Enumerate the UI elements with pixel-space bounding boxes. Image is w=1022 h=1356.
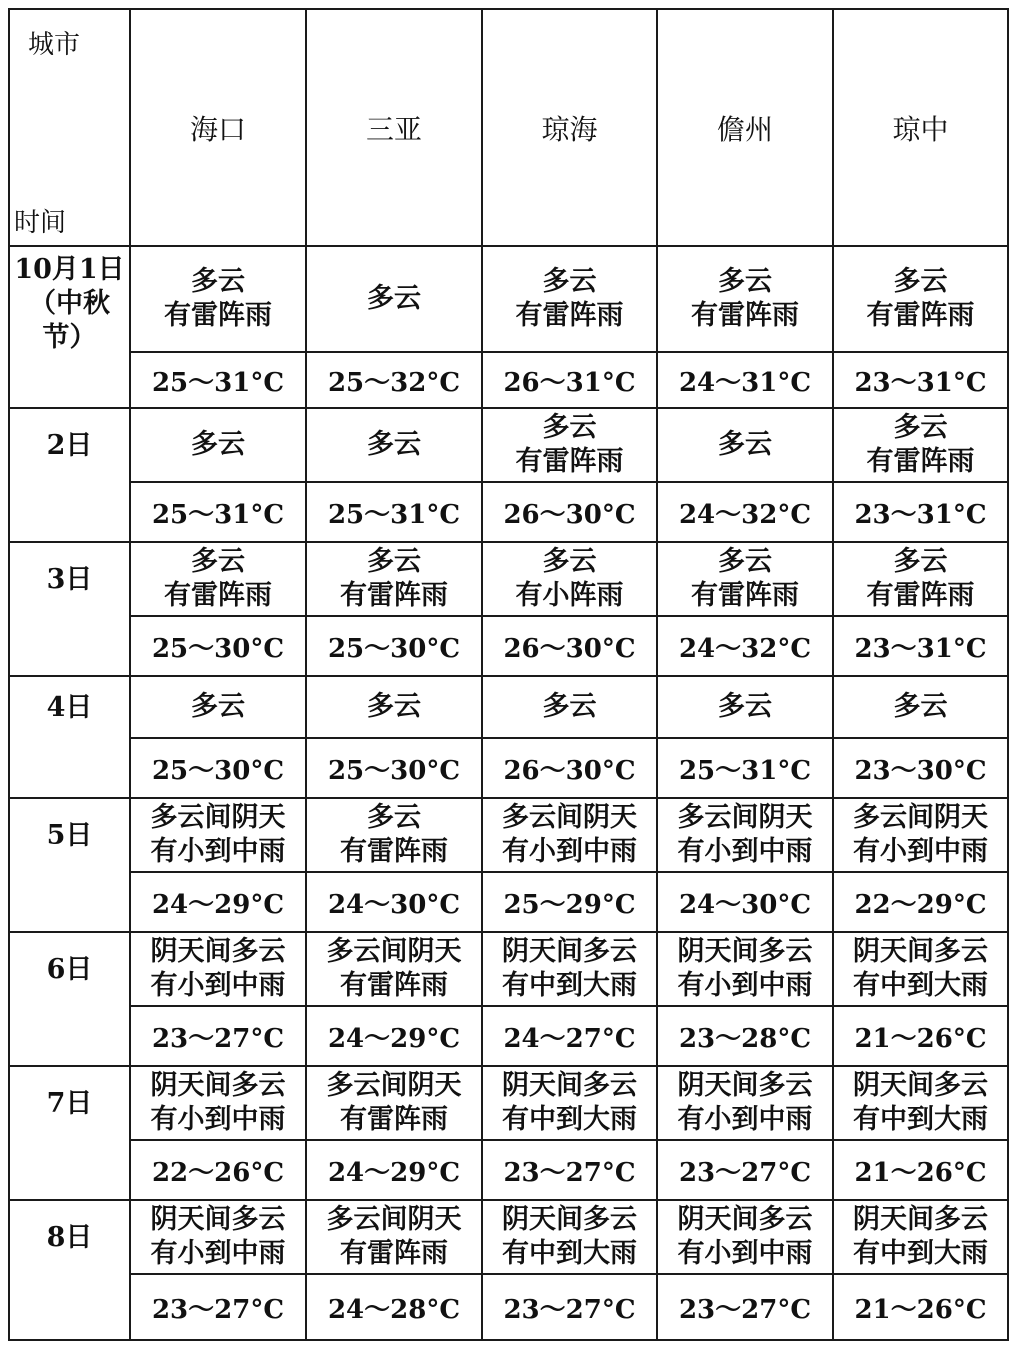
temperature-cell: 25～31°C bbox=[657, 738, 833, 798]
city-header-danzhou: 儋州 bbox=[657, 9, 833, 246]
date-cell bbox=[9, 676, 130, 798]
date-cell bbox=[9, 932, 130, 1066]
temperature-row bbox=[9, 738, 1008, 798]
temperature-cell: 26～30°C bbox=[482, 616, 657, 676]
weather-text: 多云 bbox=[718, 546, 772, 577]
weather-cell bbox=[130, 1200, 306, 1274]
temperature-cell: 26～30°C bbox=[482, 482, 657, 542]
date-cell bbox=[9, 246, 130, 408]
temperature-cell: 23～27°C bbox=[482, 1274, 657, 1340]
temperature-row bbox=[9, 482, 1008, 542]
weather-text: 阴天间多云 bbox=[853, 1204, 988, 1235]
weather-text: 有小到中雨 bbox=[677, 1238, 813, 1269]
city-header-qionghai: 琼海 bbox=[482, 9, 657, 246]
date-label: 4日 bbox=[46, 692, 93, 723]
temperature-cell: 26～31°C bbox=[482, 352, 657, 408]
weather-text: 有小到中雨 bbox=[150, 1238, 286, 1269]
weather-text: 有中到大雨 bbox=[502, 970, 637, 1001]
weather-text: 有雷阵雨 bbox=[515, 300, 624, 331]
weather-cell bbox=[482, 246, 657, 352]
weather-row bbox=[9, 408, 1008, 482]
weather-text: 阴天间多云 bbox=[853, 1070, 988, 1101]
weather-text: 有雷阵雨 bbox=[164, 580, 272, 611]
weather-row bbox=[9, 1200, 1008, 1274]
temperature-cell: 24～29°C bbox=[130, 872, 306, 932]
weather-text: 多云 bbox=[367, 691, 421, 722]
weather-text: 阴天间多云 bbox=[150, 936, 286, 967]
weather-cell bbox=[657, 542, 833, 616]
weather-cell bbox=[130, 542, 306, 616]
date-cell bbox=[9, 1066, 130, 1200]
weather-cell bbox=[657, 676, 833, 738]
temperature-cell: 23～30°C bbox=[833, 738, 1008, 798]
weather-text: 多云 bbox=[367, 429, 421, 460]
weather-cell bbox=[306, 798, 482, 872]
temperature-cell: 24～27°C bbox=[482, 1006, 657, 1066]
weather-cell bbox=[833, 246, 1008, 352]
temperature-cell: 25～29°C bbox=[482, 872, 657, 932]
temperature-cell: 24～32°C bbox=[657, 616, 833, 676]
weather-text: 有雷阵雨 bbox=[340, 970, 448, 1001]
temperature-cell: 24～30°C bbox=[306, 872, 482, 932]
weather-text: 有中到大雨 bbox=[502, 1238, 637, 1269]
temperature-cell: 25～32°C bbox=[306, 352, 482, 408]
weather-text: 多云间阴天 bbox=[853, 802, 988, 833]
weather-text: 多云 bbox=[191, 546, 245, 577]
weather-text: 有小到中雨 bbox=[677, 1104, 813, 1135]
weather-text: 阴天间多云 bbox=[853, 936, 988, 967]
temperature-cell: 21～26°C bbox=[833, 1274, 1008, 1340]
temperature-cell: 22～29°C bbox=[833, 872, 1008, 932]
weather-text: 有中到大雨 bbox=[853, 970, 988, 1001]
corner-city-label: 城市 bbox=[28, 30, 81, 60]
weather-text: 多云 bbox=[893, 412, 948, 443]
temperature-row bbox=[9, 1006, 1008, 1066]
weather-text: 有小到中雨 bbox=[150, 1104, 286, 1135]
temperature-row bbox=[9, 352, 1008, 408]
temperature-cell: 23～27°C bbox=[657, 1140, 833, 1200]
weather-cell bbox=[833, 542, 1008, 616]
temperature-cell: 21～26°C bbox=[833, 1140, 1008, 1200]
temperature-cell: 25～30°C bbox=[130, 738, 306, 798]
weather-text: 多云 bbox=[542, 691, 597, 722]
weather-row bbox=[9, 798, 1008, 872]
weather-text: 有雷阵雨 bbox=[340, 1238, 448, 1269]
weather-text: 阴天间多云 bbox=[502, 1070, 637, 1101]
weather-text: 多云 bbox=[893, 691, 948, 722]
date-cell bbox=[9, 408, 130, 542]
weather-text: 多云 bbox=[542, 546, 597, 577]
weather-text: 有雷阵雨 bbox=[340, 836, 448, 867]
weather-text: 多云间阴天 bbox=[326, 1204, 462, 1235]
table-body bbox=[9, 9, 1008, 1340]
temperature-cell: 25～31°C bbox=[306, 482, 482, 542]
weather-cell bbox=[833, 676, 1008, 738]
weather-text: 阴天间多云 bbox=[677, 1070, 813, 1101]
weather-cell bbox=[306, 246, 482, 352]
weather-text: 阴天间多云 bbox=[677, 1204, 813, 1235]
weather-text: 有雷阵雨 bbox=[340, 580, 448, 611]
weather-cell bbox=[657, 246, 833, 352]
weather-text: 多云间阴天 bbox=[677, 802, 813, 833]
temperature-cell: 23～27°C bbox=[130, 1274, 306, 1340]
weather-cell bbox=[657, 1200, 833, 1274]
date-label: 10月1日（中秋节） bbox=[14, 254, 125, 353]
weather-cell bbox=[130, 676, 306, 738]
weather-cell bbox=[130, 932, 306, 1006]
date-cell bbox=[9, 1200, 130, 1340]
weather-cell bbox=[306, 1200, 482, 1274]
weather-cell bbox=[482, 932, 657, 1006]
weather-text: 多云间阴天 bbox=[502, 802, 637, 833]
weather-cell bbox=[657, 1066, 833, 1140]
weather-text: 多云 bbox=[367, 546, 421, 577]
temperature-cell: 25～30°C bbox=[306, 616, 482, 676]
weather-cell bbox=[482, 542, 657, 616]
temperature-cell: 25～31°C bbox=[130, 352, 306, 408]
weather-cell bbox=[833, 1066, 1008, 1140]
temperature-cell: 24～30°C bbox=[657, 872, 833, 932]
weather-cell bbox=[130, 1066, 306, 1140]
weather-text: 多云 bbox=[367, 283, 421, 314]
corner-time-label: 时间 bbox=[14, 208, 67, 238]
date-label: 5日 bbox=[46, 820, 93, 851]
temperature-cell: 24～28°C bbox=[306, 1274, 482, 1340]
weather-cell bbox=[306, 1066, 482, 1140]
weather-row bbox=[9, 676, 1008, 738]
weather-forecast-table bbox=[8, 8, 1009, 1341]
city-header-sanya: 三亚 bbox=[306, 9, 482, 246]
temperature-row bbox=[9, 1274, 1008, 1340]
date-cell bbox=[9, 798, 130, 932]
temperature-row bbox=[9, 1140, 1008, 1200]
weather-text: 有雷阵雨 bbox=[866, 446, 975, 477]
weather-text: 有小到中雨 bbox=[502, 836, 637, 867]
weather-cell bbox=[833, 798, 1008, 872]
date-label: 2日 bbox=[46, 430, 93, 461]
weather-text: 阴天间多云 bbox=[150, 1204, 286, 1235]
weather-text: 阴天间多云 bbox=[502, 1204, 637, 1235]
temperature-cell: 23～31°C bbox=[833, 482, 1008, 542]
weather-cell bbox=[657, 798, 833, 872]
weather-text: 阴天间多云 bbox=[677, 936, 813, 967]
temperature-cell: 25～31°C bbox=[130, 482, 306, 542]
temperature-cell: 23～31°C bbox=[833, 352, 1008, 408]
weather-text: 多云 bbox=[191, 266, 245, 297]
weather-cell bbox=[657, 408, 833, 482]
weather-text: 有雷阵雨 bbox=[164, 300, 272, 331]
temperature-cell: 26～30°C bbox=[482, 738, 657, 798]
weather-text: 有小到中雨 bbox=[853, 836, 988, 867]
temperature-cell: 24～32°C bbox=[657, 482, 833, 542]
temperature-cell: 23～28°C bbox=[657, 1006, 833, 1066]
temperature-row bbox=[9, 616, 1008, 676]
weather-text: 有雷阵雨 bbox=[515, 446, 624, 477]
weather-text: 多云 bbox=[191, 429, 245, 460]
weather-text: 多云 bbox=[718, 691, 772, 722]
weather-cell bbox=[482, 676, 657, 738]
city-header-haikou: 海口 bbox=[130, 9, 306, 246]
weather-text: 有中到大雨 bbox=[853, 1104, 988, 1135]
date-cell bbox=[9, 542, 130, 676]
weather-text: 有小到中雨 bbox=[150, 836, 286, 867]
temperature-cell: 23～27°C bbox=[130, 1006, 306, 1066]
weather-cell bbox=[482, 408, 657, 482]
weather-cell bbox=[130, 246, 306, 352]
weather-text: 有中到大雨 bbox=[502, 1104, 637, 1135]
weather-cell bbox=[482, 1200, 657, 1274]
weather-text: 多云间阴天 bbox=[326, 936, 462, 967]
weather-row bbox=[9, 1066, 1008, 1140]
temperature-cell: 25～30°C bbox=[130, 616, 306, 676]
weather-cell bbox=[482, 1066, 657, 1140]
temperature-cell: 25～30°C bbox=[306, 738, 482, 798]
weather-text: 多云 bbox=[893, 266, 948, 297]
weather-text: 有雷阵雨 bbox=[691, 300, 799, 331]
temperature-cell: 24～31°C bbox=[657, 352, 833, 408]
weather-text: 有小到中雨 bbox=[677, 836, 813, 867]
weather-cell bbox=[657, 932, 833, 1006]
weather-cell bbox=[833, 408, 1008, 482]
weather-row bbox=[9, 542, 1008, 616]
weather-text: 多云 bbox=[367, 802, 421, 833]
weather-cell bbox=[306, 408, 482, 482]
temperature-cell: 21～26°C bbox=[833, 1006, 1008, 1066]
weather-cell bbox=[833, 1200, 1008, 1274]
weather-text: 多云 bbox=[718, 266, 772, 297]
weather-text: 有雷阵雨 bbox=[866, 580, 975, 611]
weather-text: 多云 bbox=[893, 546, 948, 577]
weather-text: 多云 bbox=[191, 691, 245, 722]
weather-text: 有小到中雨 bbox=[677, 970, 813, 1001]
temperature-cell: 24～29°C bbox=[306, 1140, 482, 1200]
city-header-qiongzhong: 琼中 bbox=[833, 9, 1008, 246]
date-label: 7日 bbox=[46, 1088, 93, 1119]
weather-text: 多云间阴天 bbox=[326, 1070, 462, 1101]
corner-cell bbox=[9, 9, 130, 246]
weather-text: 多云 bbox=[718, 429, 772, 460]
weather-text: 有雷阵雨 bbox=[691, 580, 799, 611]
weather-text: 有雷阵雨 bbox=[340, 1104, 448, 1135]
weather-cell bbox=[482, 798, 657, 872]
temperature-cell: 23～27°C bbox=[482, 1140, 657, 1200]
temperature-cell: 23～31°C bbox=[833, 616, 1008, 676]
temperature-cell: 24～29°C bbox=[306, 1006, 482, 1066]
temperature-cell: 23～27°C bbox=[657, 1274, 833, 1340]
weather-cell bbox=[130, 798, 306, 872]
weather-text: 阴天间多云 bbox=[502, 936, 637, 967]
weather-text: 有中到大雨 bbox=[853, 1238, 988, 1269]
header-row bbox=[9, 9, 1008, 246]
weather-cell bbox=[306, 542, 482, 616]
date-label: 3日 bbox=[46, 564, 93, 595]
temperature-cell: 22～26°C bbox=[130, 1140, 306, 1200]
weather-text: 有小到中雨 bbox=[150, 970, 286, 1001]
weather-text: 有小阵雨 bbox=[515, 580, 624, 611]
weather-cell bbox=[306, 932, 482, 1006]
weather-cell bbox=[833, 932, 1008, 1006]
weather-row bbox=[9, 932, 1008, 1006]
weather-text: 多云 bbox=[542, 412, 597, 443]
date-label: 6日 bbox=[46, 954, 93, 985]
weather-text: 有雷阵雨 bbox=[866, 300, 975, 331]
weather-row bbox=[9, 246, 1008, 352]
weather-text: 多云间阴天 bbox=[150, 802, 286, 833]
date-label: 8日 bbox=[46, 1222, 93, 1253]
weather-cell bbox=[306, 676, 482, 738]
weather-text: 阴天间多云 bbox=[150, 1070, 286, 1101]
weather-cell bbox=[130, 408, 306, 482]
weather-text: 多云 bbox=[542, 266, 597, 297]
temperature-row bbox=[9, 872, 1008, 932]
